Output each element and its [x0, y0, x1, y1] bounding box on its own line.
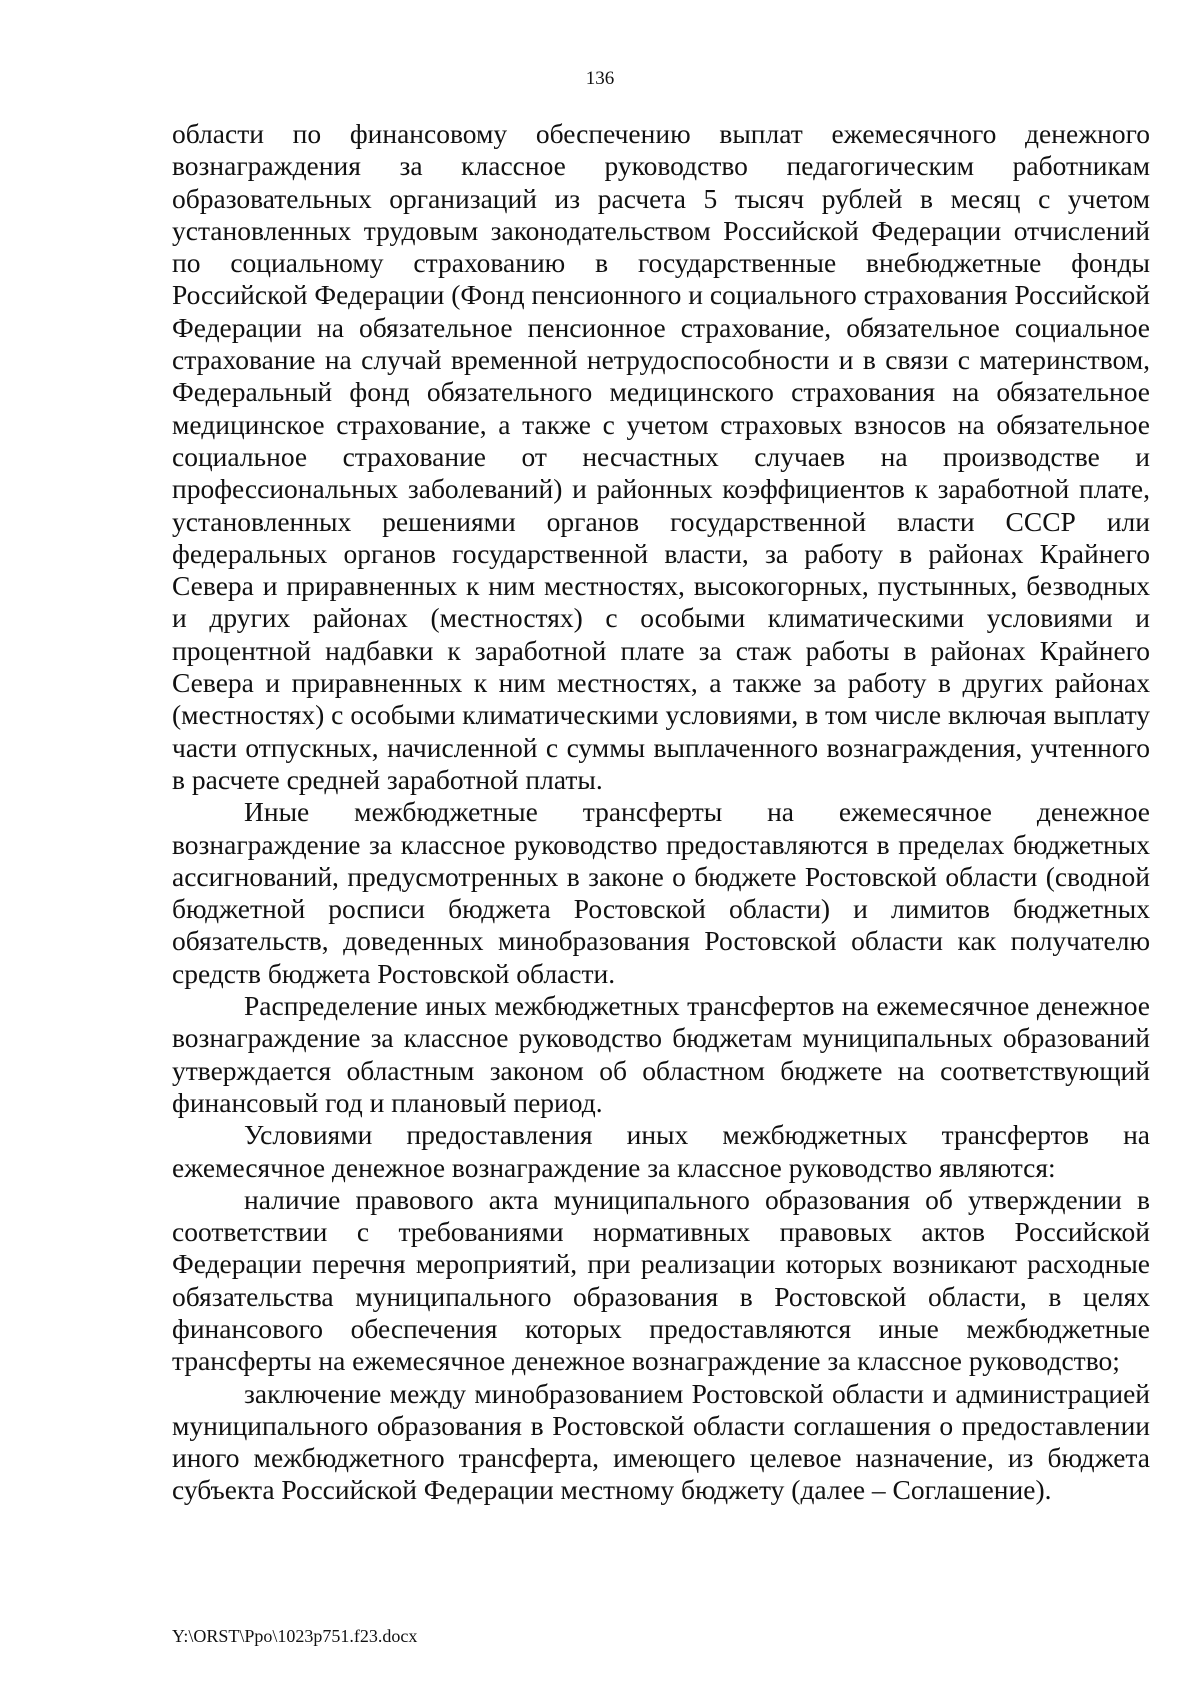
paragraph: области по финансовому обеспечению выплат ежемесячного денежного вознаграждения за классное руководство педагогическим работникам образовательных организаций из расчета 5 тысяч рублей в месяц с учетом установленных трудовым законодательством Российской Федерации отчислений по социальному страхованию в государственные внебюджетные фонды Российской Федерации (Фонд пенсионного и социального страхования Российской Федерации на обязательное пенсионное страхование, обязательное социальное страхование на случай временной нетрудоспособности и в связи с материнством, Федеральный фонд обязательного медицинского страхования на обязательное медицинское страхование, а также с учетом страховых взносов на обязательное социальное страхование от несчастных случаев на производстве и профессиональных заболеваний) и районных коэффициентов к заработной плате, установленных решениями органов государственной власти СССР или федеральных органов государственной власти, за работу в районах Крайнего Севера и приравненных к ним местностях, высокогорных, пустынных, безводных и других районах (местностях) с особыми климатическими условиями и процентной надбавки к заработной плате за стаж работы в районах Крайнего Севера и приравненных к ним местностях, а также за работу в других районах (местностях) с особыми климатическими условиями, в том числе включая выплату части отпускных, начисленной с суммы выплаченного вознаграждения, учтенного в расчете средней заработной платы.: [172, 118, 1150, 795]
paragraph: Условиями предоставления иных межбюджетных трансфертов на ежемесячное денежное вознаграждение за классное руководство являются:: [172, 1119, 1150, 1183]
paragraph: Распределение иных межбюджетных трансфертов на ежемесячное денежное вознаграждение за классное руководство бюджетам муниципальных образований утверждается областным законом об областном бюджете на соответствующий финансовый год и плановый период.: [172, 990, 1150, 1118]
paragraph: заключение между минобразованием Ростовской области и администрацией муниципального образования в Ростовской области соглашения о предоставлении иного межбюджетного трансферта, имеющего целевое назначение, из бюджета субъекта Российской Федерации местному бюджету (далее – Соглашение).: [172, 1377, 1150, 1506]
document-body: [172, 118, 1150, 1507]
page-number: 136: [585, 68, 615, 89]
paragraph: Иные межбюджетные трансферты на ежемесячное денежное вознаграждение за классное руководство предоставляются в пределах бюджетных ассигнований, предусмотренных в законе о бюджете Ростовской области (сводной бюджетной росписи бюджета Ростовской области) и лимитов бюджетных обязательств, доведенных минобразования Ростовской области как получателю средств бюджета Ростовской области.: [172, 796, 1150, 989]
paragraph: наличие правового акта муниципального образования об утверждении в соответствии с требованиями нормативных правовых актов Российской Федерации перечня мероприятий, при реализации которых возникают расходные обязательства муниципального образования в Ростовской области, в целях финансового обеспечения которых предоставляются иные межбюджетные трансферты на ежемесячное денежное вознаграждение за классное руководство;: [172, 1183, 1150, 1377]
footer-file-path: Y:\ORST\Ppo\1023p751.f23.docx: [172, 1626, 418, 1646]
